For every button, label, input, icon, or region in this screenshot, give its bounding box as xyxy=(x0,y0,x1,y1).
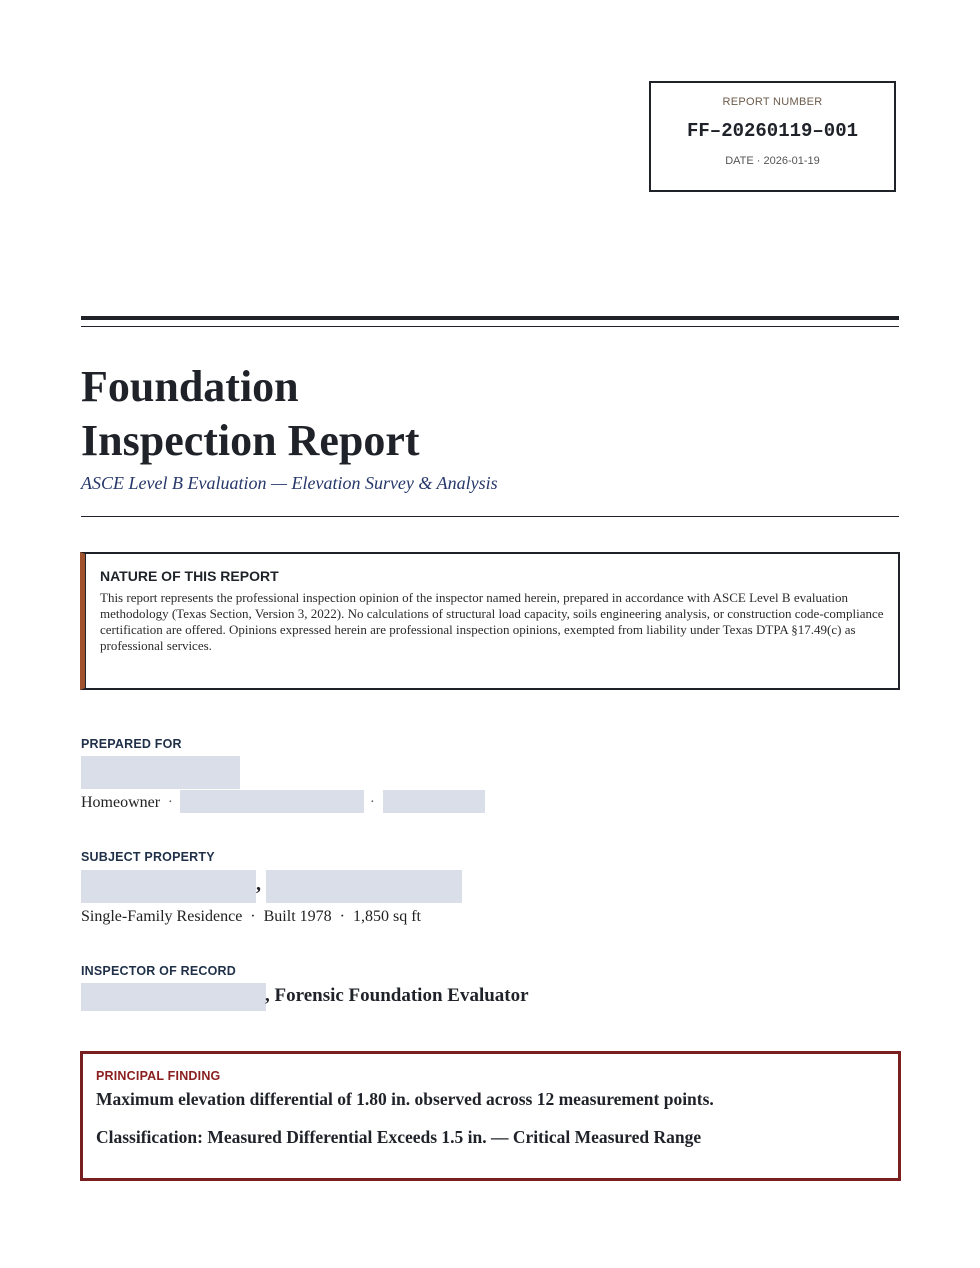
title-line-1: Foundation xyxy=(81,362,299,411)
prepared-for-label: PREPARED FOR xyxy=(81,737,182,751)
redacted-client-name xyxy=(81,756,240,789)
nature-of-report-box xyxy=(80,552,900,690)
redacted-client-phone xyxy=(383,790,485,813)
property-address-separator: , xyxy=(256,873,261,895)
page-subtitle: ASCE Level B Evaluation — Elevation Survey & Analysis xyxy=(81,473,498,493)
title-rule-thick xyxy=(81,316,899,320)
principal-finding-box xyxy=(80,1051,901,1181)
report-date: DATE · 2026-01-19 xyxy=(725,155,820,167)
redacted-client-contact xyxy=(180,790,364,813)
finding-differential: Maximum elevation differential of 1.80 in. observed across 12 measurement points. xyxy=(96,1089,714,1109)
subtitle-rule xyxy=(81,516,899,517)
report-number-value: FF–20260119–001 xyxy=(686,120,859,142)
prepared-for-separator-2: · xyxy=(370,795,375,810)
principal-finding-label: PRINCIPAL FINDING xyxy=(96,1069,221,1083)
redacted-inspector-name xyxy=(81,983,266,1011)
redacted-property-street xyxy=(81,870,256,903)
nature-body: This report represents the professional inspection opinion of the inspector named herein, prepared in accordance with ASCE Level B evaluation methodology (Texas Section, Version 3, 2022). No calculations of structural load capacity, soils engineering analysis, or construction code-compliance certification are offered. Opinions expressed herein are professional inspection opinions, exempted from liability under Texas DTPA §17.49(c) as professional services. xyxy=(100,590,884,653)
subject-property-label: SUBJECT PROPERTY xyxy=(81,850,215,864)
report-number-label: REPORT NUMBER xyxy=(722,96,823,108)
inspector-label: INSPECTOR OF RECORD xyxy=(81,964,236,978)
finding-classification: Classification: Measured Differential Exceeds 1.5 in. — Critical Measured Range xyxy=(96,1127,702,1147)
report-number-box xyxy=(649,81,896,192)
nature-heading: NATURE OF THIS REPORT xyxy=(100,568,279,584)
prepared-for-separator-1: · xyxy=(168,795,173,810)
inspector-title: , Forensic Foundation Evaluator xyxy=(265,985,529,1006)
page-title xyxy=(81,360,420,468)
title-line-2: Inspection Report xyxy=(81,416,420,465)
prepared-for-role: Homeowner xyxy=(81,794,161,811)
title-rule-thin xyxy=(81,326,899,327)
property-details: Single-Family Residence · Built 1978 · 1,850 sq ft xyxy=(81,908,421,925)
redacted-property-city xyxy=(266,870,462,903)
